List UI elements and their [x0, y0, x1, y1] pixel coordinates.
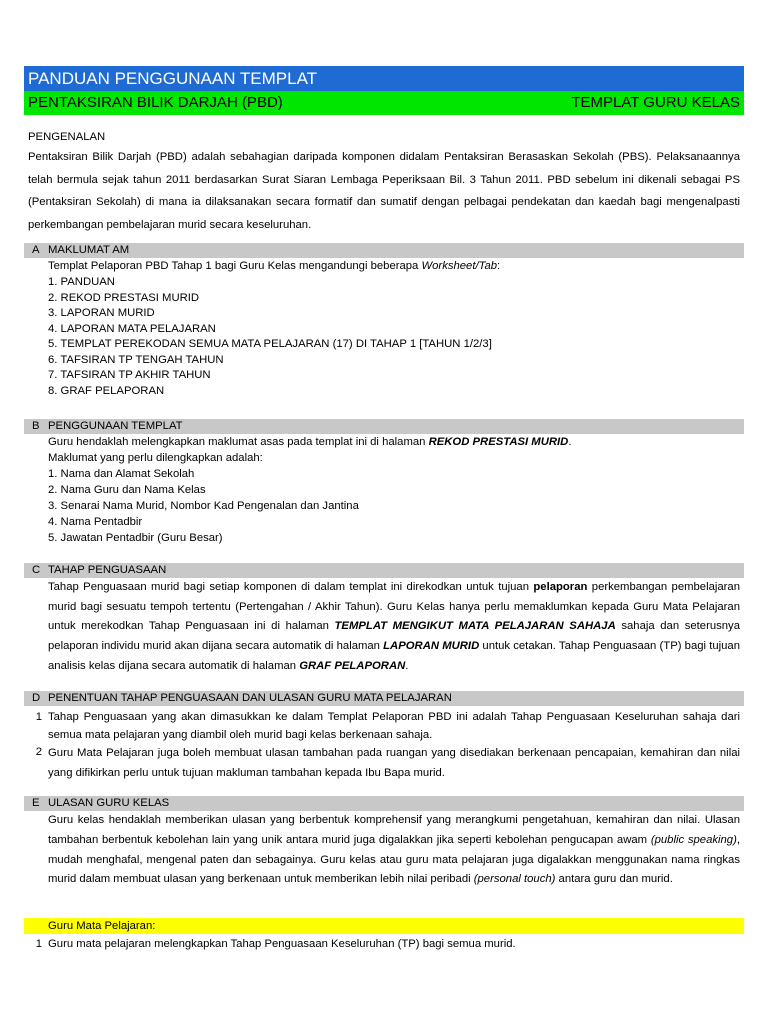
section-a-lead-end: :: [497, 260, 501, 272]
section-b-list: [48, 466, 359, 546]
section-b-letter: B: [32, 420, 40, 432]
section-d-item-1: Tahap Penguasaan yang akan dimasukkan ke dalam Templat Pelaporan PBD ini adalah Tahap Penguasaan Keseluruhan sahaja dari semua mata pelajaran yang diambil oleh murid bagi kelas berkenaan sahaja.: [48, 711, 740, 741]
section-a-lead-italic: Worksheet/Tab: [421, 260, 498, 272]
section-e-title: ULASAN GURU KELAS: [48, 797, 170, 809]
section-d-item-2: Guru Mata Pelajaran juga boleh membuat ulasan tambahan pada ruangan yang disediakan berkenaan pencapaian, kemahiran dan nilai yang difikirkan perlu untuk tujuan makluman tambahan kepada Ibu Bapa murid.: [48, 747, 740, 779]
section-e-italic-2: (personal touch): [473, 873, 556, 886]
section-b-line2: Maklumat yang perlu dilengkapkan adalah:: [48, 452, 263, 464]
list-item: 8. GRAF PELAPORAN: [48, 384, 165, 397]
list-item: 6. TAFSIRAN TP TENGAH TAHUN: [48, 353, 224, 366]
section-b-line1: [48, 434, 571, 450]
section-d-header: [24, 691, 744, 706]
section-c-emph-1: TEMPLAT MENGIKUT MATA PELAJARAN SAHAJA: [334, 620, 616, 633]
section-d-item-2-number: 2: [35, 746, 42, 758]
section-c-body: [48, 578, 740, 677]
list-item: 5. Jawatan Pentadbir (Guru Besar): [48, 532, 223, 544]
subtitle-right: TEMPLAT GURU KELAS: [571, 94, 740, 111]
section-b-line1-text: Guru hendaklah melengkapkan maklumat asas pada templat ini di halaman: [48, 436, 429, 448]
section-c-text-1: Tahap Penguasaan murid bagi setiap komponen di dalam templat ini direkodkan untuk tujuan: [48, 581, 534, 593]
list-item: 7. TAFSIRAN TP AKHIR TAHUN: [48, 369, 211, 381]
section-c-text-4: untuk cetakan. Tahap Penguasaan (TP) bagi tujuan analisis kelas dijana secara automatik di halaman: [48, 640, 740, 672]
section-c-letter: C: [32, 564, 41, 576]
section-a-title: MAKLUMAT AM: [48, 244, 130, 256]
section-b-header: [24, 419, 744, 434]
section-c-title: TAHAP PENGUASAAN: [48, 564, 167, 576]
section-c-bold: pelaporan: [533, 581, 588, 593]
subject-teacher-item-1: Guru mata pelajaran melengkapkan Tahap Penguasaan Keseluruhan (TP) bagi semua murid.: [48, 938, 516, 950]
section-c-end: .: [405, 659, 409, 672]
document-title: [24, 66, 744, 91]
section-e-text-1: Guru kelas hendaklah memberikan ulasan yang berbentuk komprehensif yang merangkumi pengetahuan, kemahiran dan nilai. Ulasan tambahan berbentuk kebolehan lain yang unik antara murid juga digalakkan jika seperti kebolehan pengucapan awam: [48, 814, 740, 846]
section-b-line1-end: .: [568, 436, 572, 448]
subject-teacher-header: [24, 918, 744, 934]
section-e-body: [48, 811, 740, 890]
list-item: 4. Nama Pentadbir: [48, 516, 143, 528]
section-e-text-3: antara guru dan murid.: [555, 873, 673, 886]
section-e-header: [24, 796, 744, 811]
section-d-title: PENENTUAN TAHAP PENGUASAAN DAN ULASAN GURU MATA PELAJARAN: [48, 692, 452, 704]
section-b-line1-emph: REKOD PRESTASI MURID: [428, 436, 569, 448]
subtitle-bar: [24, 91, 744, 115]
section-a-lead-text: Templat Pelaporan PBD Tahap 1 bagi Guru Kelas mengandungi beberapa: [48, 260, 422, 272]
subject-teacher-heading: Guru Mata Pelajaran:: [48, 920, 156, 932]
list-item: 5. TEMPLAT PEREKODAN SEMUA MATA PELAJARAN (17) DI TAHAP 1 [TAHUN 1/2/3]: [48, 338, 492, 350]
list-item: 2. Nama Guru dan Nama Kelas: [48, 484, 206, 496]
section-c-header: [24, 563, 744, 578]
section-b-title: PENGGUNAAN TEMPLAT: [48, 420, 183, 432]
list-item: 3. Senarai Nama Murid, Nombor Kad Pengenalan dan Jantina: [48, 500, 359, 512]
section-e-letter: E: [32, 797, 40, 809]
section-e-italic-1: (public speaking): [650, 833, 737, 846]
section-a-lead: [48, 259, 500, 275]
list-item: 4. LAPORAN MATA PELAJARAN: [48, 322, 216, 335]
section-c-text-3: sahaja dan seterusnya pelaporan individu murid akan dijana secara automatik di halaman: [48, 620, 740, 653]
subtitle-left: PENTAKSIRAN BILIK DARJAH (PBD): [28, 94, 283, 111]
section-a-list: [48, 275, 492, 399]
section-e-text-2: , mudah menghafal, mengenal paten dan sebagainya. Guru kelas atau guru mata pelajaran juga digalakkan menggunakan nama ringkas murid dalam membuat ulasan yang berkenaan untuk memberikan lebih nilai peribadi: [48, 833, 740, 886]
section-c-text-2: perkembangan pembelajaran murid bagi sesuatu tempoh tertentu (Pertengahan / Akhir Tahun). Guru Kelas hanya perlu memaklumkan kepada Guru Mata Pelajaran untuk merekodkan Tahap Penguasaan ini di halaman: [48, 581, 740, 633]
section-c-emph-3: GRAF PELAPORAN: [299, 659, 406, 672]
title-text: PANDUAN PENGGUNAAN TEMPLAT: [28, 69, 318, 88]
section-a-letter: A: [32, 244, 40, 256]
section-a-header: [24, 243, 744, 258]
section-c-emph-2: LAPORAN MURID: [383, 640, 480, 653]
section-d-letter: D: [32, 692, 41, 704]
list-item: 3. LAPORAN MURID: [48, 307, 155, 319]
list-item: 1. PANDUAN: [48, 276, 115, 288]
list-item: 1. Nama dan Alamat Sekolah: [48, 468, 195, 480]
section-d-item-1-number: 1: [35, 711, 42, 723]
intro-body: Pentaksiran Bilik Darjah (PBD) adalah sebahagian daripada komponen didalam Pentaksiran Berasaskan Sekolah (PBS). Pelaksanaannya telah bermula sejak tahun 2011 berdasarkan Surat Siaran Lembaga Peperiksaan Bil. 3 Tahun 2011. PBD sebelum ini dikenali sebagai PS (Pentaksiran Sekolah) di mana ia dilaksanakan secara formatif dan sumatif dengan pelbagai pendekatan dan kaedah bagi mengenalpasti perkembangan pembelajaran murid secara keseluruhan.: [28, 151, 740, 231]
subject-teacher-item-1-number: 1: [35, 938, 42, 950]
list-item: 2. REKOD PRESTASI MURID: [48, 291, 200, 304]
intro-heading: PENGENALAN: [28, 131, 106, 143]
